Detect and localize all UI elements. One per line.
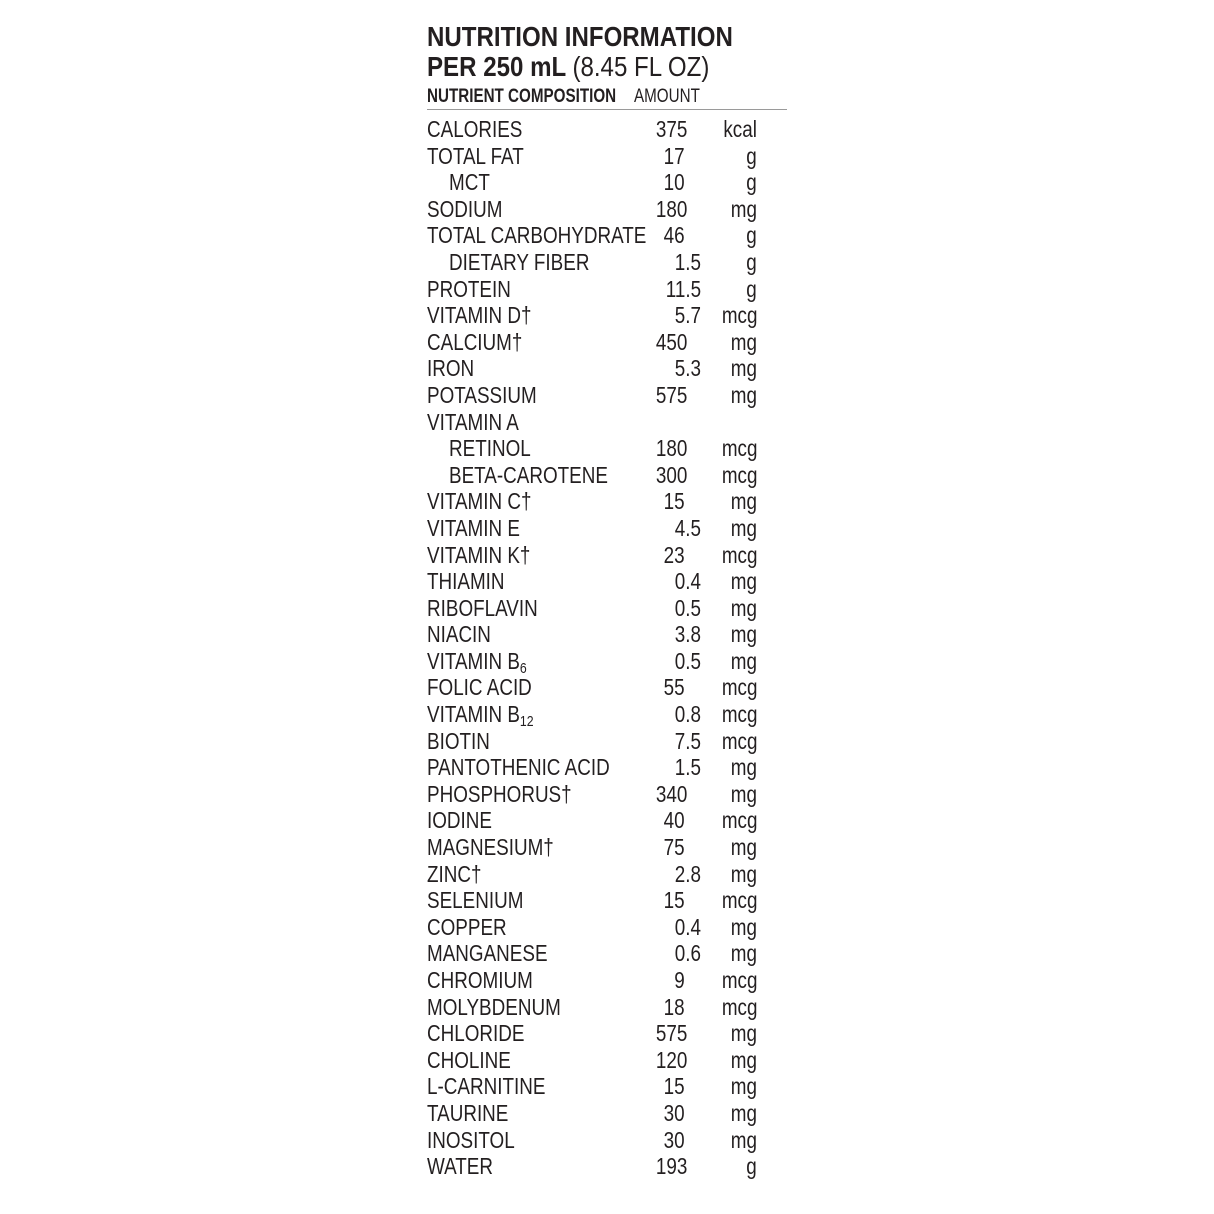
nutrient-row bbox=[427, 116, 787, 143]
nutrient-row bbox=[427, 754, 787, 781]
nutrient-row bbox=[427, 143, 787, 170]
nutrient-unit: mg bbox=[730, 860, 757, 887]
nutrient-row bbox=[427, 302, 787, 329]
nutrient-amount: 75 bbox=[664, 834, 685, 861]
nutrient-row bbox=[427, 648, 787, 675]
nutrient-name bbox=[427, 302, 531, 328]
nutrient-name-text: ZINC† bbox=[427, 860, 482, 887]
nutrient-unit: mg bbox=[730, 940, 757, 967]
nutrient-unit: mg bbox=[730, 647, 757, 674]
nutrient-amount: 340 bbox=[655, 780, 687, 807]
nutrient-unit: mcg bbox=[721, 674, 757, 701]
nutrient-amount: 193 bbox=[655, 1153, 687, 1180]
nutrient-name-text: PANTOTHENIC ACID bbox=[427, 754, 610, 781]
nutrient-unit: mg bbox=[730, 1099, 757, 1126]
nutrient-unit: mcg bbox=[721, 435, 757, 462]
nutrient-name-text: VITAMIN B bbox=[427, 647, 520, 674]
nutrient-row bbox=[427, 781, 787, 808]
nutrient-name bbox=[427, 728, 490, 754]
nutrient-amount: 0.4 bbox=[674, 568, 701, 595]
nutrient-name bbox=[427, 887, 523, 913]
nutrient-unit: mg bbox=[730, 1020, 757, 1047]
nutrient-unit: mg bbox=[730, 355, 757, 382]
nutrient-name-subscript: 6 bbox=[519, 659, 527, 677]
nutrient-row bbox=[427, 196, 787, 223]
nutrient-row bbox=[427, 542, 787, 569]
nutrient-name-text: VITAMIN D† bbox=[427, 302, 532, 329]
nutrient-table bbox=[427, 116, 787, 1180]
nutrient-unit: mcg bbox=[721, 302, 757, 329]
nutrient-name bbox=[427, 861, 481, 887]
nutrient-name-text: VITAMIN A bbox=[427, 408, 519, 435]
nutrient-row bbox=[427, 861, 787, 888]
nutrient-unit: mcg bbox=[721, 967, 757, 993]
nutrient-unit: mg bbox=[730, 834, 757, 861]
nutrient-name bbox=[449, 435, 531, 461]
nutrient-unit: mg bbox=[730, 913, 757, 940]
nutrient-name bbox=[427, 1153, 493, 1179]
nutrient-name bbox=[427, 647, 527, 677]
nutrient-name-text: PHOSPHORUS† bbox=[427, 780, 572, 807]
nutrient-name-text: CHOLINE bbox=[427, 1046, 511, 1073]
nutrient-name-text: COPPER bbox=[427, 913, 507, 940]
nutrient-unit: mg bbox=[730, 195, 757, 222]
nutrient-unit: mg bbox=[730, 328, 757, 355]
nutrient-row bbox=[427, 621, 787, 648]
nutrient-amount: 300 bbox=[655, 461, 687, 488]
nutrient-name-text: CHLORIDE bbox=[427, 1020, 525, 1047]
nutrient-name bbox=[427, 355, 474, 381]
nutrient-name bbox=[427, 781, 572, 807]
serving-size-line bbox=[427, 52, 737, 82]
nutrient-row bbox=[427, 728, 787, 755]
nutrient-row bbox=[427, 249, 787, 276]
nutrient-row bbox=[427, 887, 787, 914]
nutrient-unit: g bbox=[746, 1153, 757, 1180]
nutrient-unit: mcg bbox=[721, 993, 757, 1020]
nutrient-unit: mg bbox=[730, 381, 757, 408]
nutrient-row bbox=[427, 1100, 787, 1127]
nutrient-unit: g bbox=[746, 275, 757, 302]
nutrient-unit: mg bbox=[730, 514, 757, 541]
nutrient-amount: 18 bbox=[664, 993, 685, 1020]
nutrient-amount: 2.8 bbox=[674, 860, 701, 887]
nutrient-name-text: MCT bbox=[449, 169, 490, 196]
nutrient-amount: 5.7 bbox=[674, 302, 701, 329]
nutrient-row bbox=[427, 967, 787, 994]
nutrient-amount: 55 bbox=[664, 674, 685, 701]
nutrient-unit: g bbox=[746, 169, 757, 196]
nutrient-name bbox=[449, 169, 490, 195]
nutrient-row bbox=[427, 515, 787, 542]
nutrient-amount: 23 bbox=[664, 541, 685, 568]
nutrient-row bbox=[427, 807, 787, 834]
nutrient-amount: 15 bbox=[664, 1073, 685, 1100]
header-nutrient-composition: NUTRIENT COMPOSITION bbox=[427, 86, 617, 107]
nutrient-unit: mcg bbox=[721, 727, 757, 754]
nutrient-row bbox=[427, 914, 787, 941]
nutrient-name-text: RIBOFLAVIN bbox=[427, 594, 538, 621]
nutrient-row bbox=[427, 595, 787, 622]
nutrient-name-text: THIAMIN bbox=[427, 568, 505, 595]
nutrient-unit: mcg bbox=[721, 807, 757, 834]
nutrient-unit: mg bbox=[730, 568, 757, 595]
nutrient-unit: mcg bbox=[721, 541, 757, 568]
nutrient-name bbox=[427, 1127, 515, 1153]
nutrient-name-text: RETINOL bbox=[449, 435, 531, 462]
nutrient-name-text: VITAMIN B bbox=[427, 701, 520, 728]
nutrient-name-subscript: 12 bbox=[519, 713, 534, 731]
nutrient-row bbox=[427, 222, 787, 249]
nutrient-name-text: IODINE bbox=[427, 807, 492, 834]
nutrient-amount: 10 bbox=[664, 169, 685, 196]
nutrient-row bbox=[427, 1153, 787, 1180]
nutrient-row bbox=[427, 462, 787, 489]
nutrient-name-text: CHROMIUM bbox=[427, 967, 533, 993]
table-header bbox=[427, 83, 787, 110]
nutrient-name-text: L-CARNITINE bbox=[427, 1073, 546, 1100]
nutrient-amount: 7.5 bbox=[674, 727, 701, 754]
nutrient-name bbox=[427, 542, 530, 568]
nutrient-name bbox=[427, 967, 533, 993]
nutrient-amount: 575 bbox=[655, 1020, 687, 1047]
nutrient-name-text: FOLIC ACID bbox=[427, 674, 532, 701]
nutrient-amount: 15 bbox=[664, 488, 685, 515]
nutrient-amount: 1.5 bbox=[674, 754, 701, 781]
nutrient-row bbox=[427, 355, 787, 382]
nutrient-name bbox=[449, 462, 608, 488]
nutrient-row bbox=[427, 435, 787, 462]
nutrient-name bbox=[427, 196, 502, 222]
nutrient-amount: 120 bbox=[655, 1046, 687, 1073]
nutrient-amount: 0.5 bbox=[674, 647, 701, 674]
header-amount: AMOUNT bbox=[634, 86, 700, 107]
nutrient-unit: mg bbox=[730, 1073, 757, 1100]
nutrient-unit: g bbox=[746, 142, 757, 169]
nutrient-name bbox=[427, 1020, 524, 1046]
nutrient-row bbox=[427, 169, 787, 196]
nutrient-row bbox=[427, 674, 787, 701]
nutrient-amount: 17 bbox=[664, 142, 685, 169]
nutrient-amount: 40 bbox=[664, 807, 685, 834]
nutrient-name-text: BIOTIN bbox=[427, 727, 490, 754]
nutrient-name-text: SODIUM bbox=[427, 195, 503, 222]
nutrient-row bbox=[427, 834, 787, 861]
nutrient-amount: 375 bbox=[655, 116, 687, 142]
nutrient-name bbox=[449, 249, 589, 275]
nutrient-amount: 1.5 bbox=[674, 248, 701, 275]
nutrient-name bbox=[427, 143, 524, 169]
nutrient-amount: 575 bbox=[655, 381, 687, 408]
nutrient-amount: 11.5 bbox=[665, 275, 701, 302]
nutrient-name bbox=[427, 701, 534, 731]
nutrient-row bbox=[427, 701, 787, 731]
nutrient-name bbox=[427, 914, 507, 940]
nutrient-unit: g bbox=[746, 248, 757, 275]
nutrient-name-text: POTASSIUM bbox=[427, 381, 537, 408]
nutrient-row bbox=[427, 409, 787, 436]
nutrient-name-text: TOTAL FAT bbox=[427, 142, 524, 169]
nutrient-amount: 180 bbox=[655, 435, 687, 462]
nutrient-name-text: NIACIN bbox=[427, 621, 491, 648]
nutrient-amount: 30 bbox=[664, 1126, 685, 1153]
serving-size-bold: PER 250 mL bbox=[427, 51, 566, 82]
nutrient-row bbox=[427, 488, 787, 515]
nutrient-amount: 0.8 bbox=[674, 701, 701, 728]
nutrient-name bbox=[427, 116, 522, 142]
nutrient-amount: 180 bbox=[655, 195, 687, 222]
nutrient-name bbox=[427, 1073, 545, 1099]
nutrient-name-text: MAGNESIUM† bbox=[427, 834, 554, 861]
nutrient-unit: kcal bbox=[723, 116, 757, 142]
nutrient-unit: mg bbox=[730, 1046, 757, 1073]
nutrient-name-text: SELENIUM bbox=[427, 887, 524, 914]
nutrient-amount: 4.5 bbox=[674, 514, 701, 541]
nutrient-row bbox=[427, 994, 787, 1021]
nutrient-row bbox=[427, 568, 787, 595]
nutrient-row bbox=[427, 940, 787, 967]
serving-size-floz: (8.45 FL OZ) bbox=[572, 51, 710, 82]
nutrient-unit: mcg bbox=[721, 887, 757, 914]
nutrient-name bbox=[427, 595, 538, 621]
nutrient-unit: g bbox=[746, 222, 757, 249]
nutrient-amount: 46 bbox=[664, 222, 685, 249]
nutrient-row bbox=[427, 382, 787, 409]
nutrient-unit: mcg bbox=[721, 701, 757, 728]
nutrient-unit: mcg bbox=[721, 461, 757, 488]
nutrient-amount: 0.6 bbox=[674, 940, 701, 967]
nutrient-amount: 3.8 bbox=[674, 621, 701, 648]
nutrient-amount: 15 bbox=[664, 887, 685, 914]
panel-title: NUTRITION INFORMATION bbox=[427, 21, 733, 52]
nutrient-name bbox=[427, 515, 520, 541]
nutrient-unit: mg bbox=[730, 780, 757, 807]
nutrient-name bbox=[427, 994, 561, 1020]
nutrient-name bbox=[427, 488, 531, 514]
nutrient-row bbox=[427, 329, 787, 356]
nutrient-name-text: VITAMIN E bbox=[427, 514, 520, 541]
nutrient-name bbox=[427, 276, 511, 302]
nutrient-unit: mg bbox=[730, 594, 757, 621]
nutrient-unit: mg bbox=[730, 754, 757, 781]
nutrient-amount: 9 bbox=[674, 967, 685, 993]
nutrient-row bbox=[427, 1127, 787, 1154]
nutrient-name bbox=[427, 754, 610, 780]
nutrient-name-text: CALORIES bbox=[427, 116, 523, 142]
nutrient-row bbox=[427, 1020, 787, 1047]
nutrient-unit: mg bbox=[730, 488, 757, 515]
nutrient-name bbox=[427, 568, 505, 594]
nutrient-name-text: PROTEIN bbox=[427, 275, 511, 302]
nutrient-name bbox=[427, 621, 491, 647]
nutrient-row bbox=[427, 1047, 787, 1074]
nutrient-name bbox=[427, 222, 646, 248]
nutrient-unit: mg bbox=[730, 621, 757, 648]
nutrient-row bbox=[427, 276, 787, 303]
nutrient-name-text: TAURINE bbox=[427, 1099, 509, 1126]
nutrient-amount: 30 bbox=[664, 1099, 685, 1126]
nutrient-name-text: WATER bbox=[427, 1153, 494, 1180]
nutrient-name bbox=[427, 409, 519, 435]
nutrient-name-text: TOTAL CARBOHYDRATE bbox=[427, 222, 647, 249]
nutrient-name bbox=[427, 1100, 508, 1126]
nutrient-name bbox=[427, 674, 532, 700]
nutrient-name bbox=[427, 940, 548, 966]
nutrient-name-text: MANGANESE bbox=[427, 940, 548, 967]
nutrient-name-text: VITAMIN K† bbox=[427, 541, 531, 568]
nutrient-name-text: MOLYBDENUM bbox=[427, 993, 561, 1020]
nutrient-amount: 5.3 bbox=[674, 355, 701, 382]
nutrient-name-text: INOSITOL bbox=[427, 1126, 515, 1153]
nutrient-name-text: VITAMIN C† bbox=[427, 488, 532, 515]
nutrient-name-text: IRON bbox=[427, 355, 475, 382]
nutrient-name bbox=[427, 382, 537, 408]
nutrient-amount: 450 bbox=[655, 328, 687, 355]
nutrient-name bbox=[427, 1047, 511, 1073]
nutrient-amount: 0.4 bbox=[674, 913, 701, 940]
nutrient-name bbox=[427, 807, 492, 833]
nutrient-row bbox=[427, 1073, 787, 1100]
nutrient-name bbox=[427, 329, 522, 355]
nutrient-name-text: BETA-CAROTENE bbox=[449, 461, 608, 488]
nutrient-name-text: DIETARY FIBER bbox=[449, 248, 590, 275]
nutrient-name-text: CALCIUM† bbox=[427, 328, 523, 355]
nutrient-amount: 0.5 bbox=[674, 594, 701, 621]
nutrition-panel bbox=[427, 22, 787, 1180]
nutrient-unit: mg bbox=[730, 1126, 757, 1153]
nutrient-name bbox=[427, 834, 554, 860]
